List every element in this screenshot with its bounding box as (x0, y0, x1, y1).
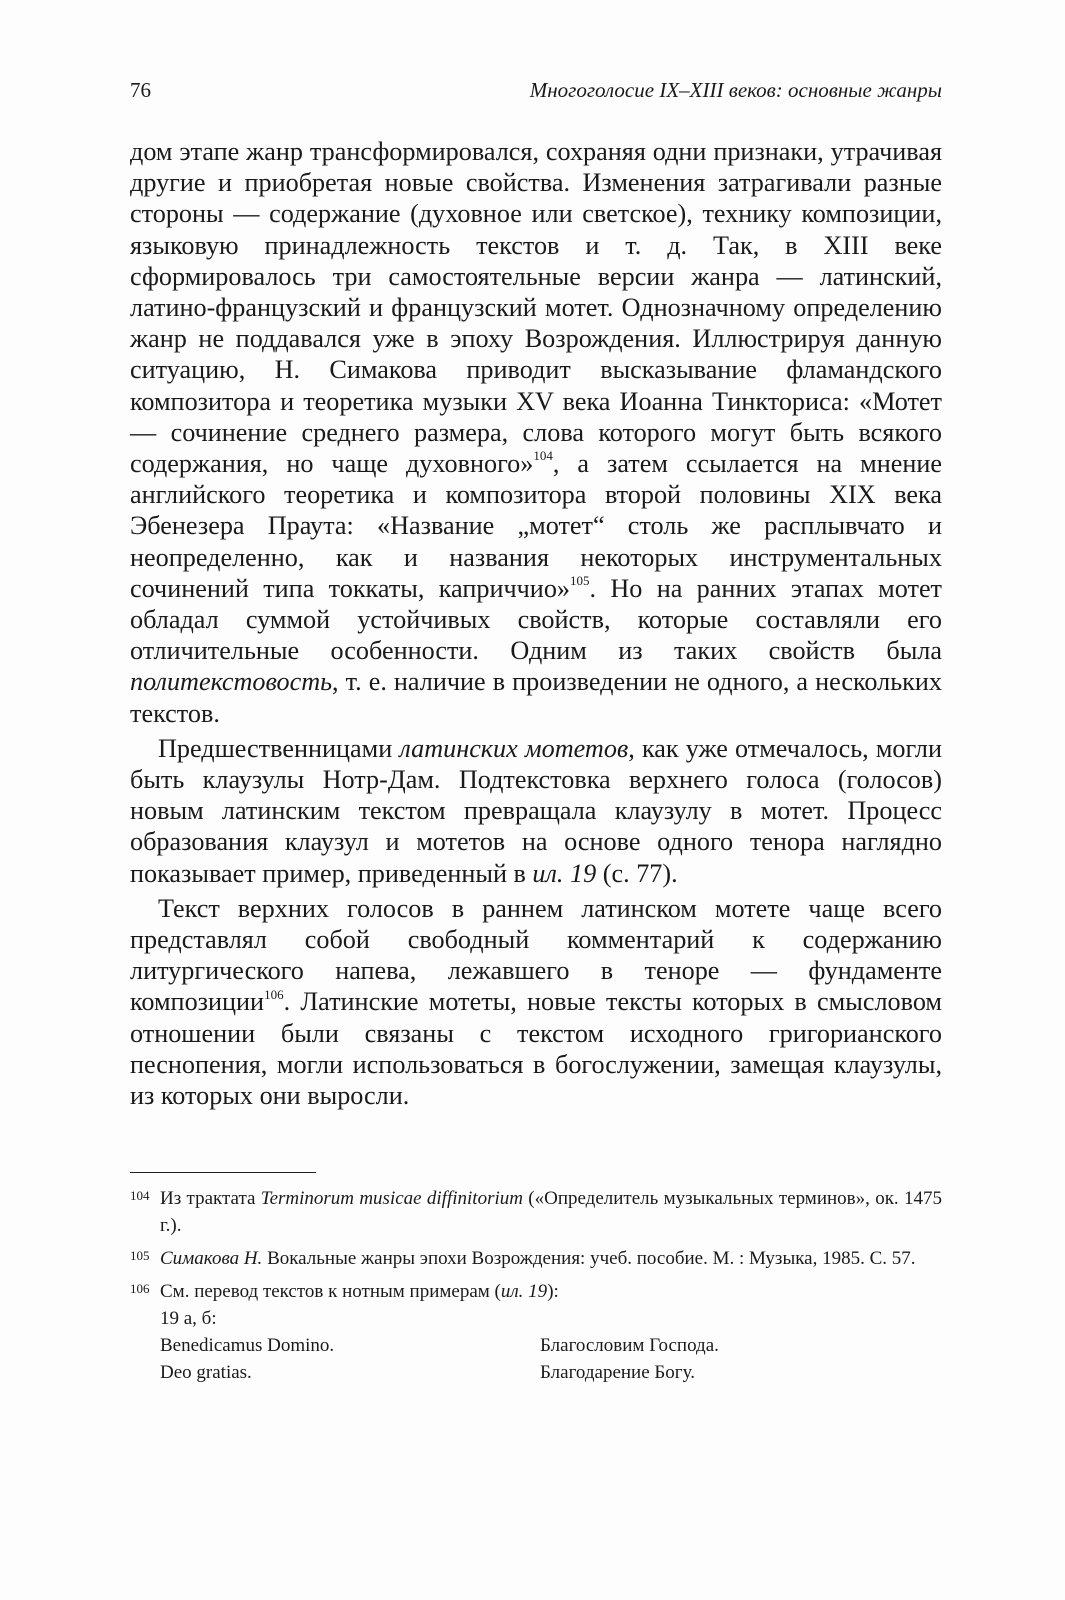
footnote-104 (130, 1185, 942, 1239)
text-run: , т. е. наличие в произведении не одного, а нескольких текстов. (130, 667, 942, 728)
running-header (130, 78, 942, 108)
paragraph-3 (130, 893, 942, 1111)
translation-row (130, 1332, 942, 1359)
footnote-number: 106 (130, 1281, 150, 1296)
page-number: 76 (130, 78, 151, 102)
russian-text: Благодарение Богу. (540, 1362, 695, 1383)
footnote-separator (130, 1172, 316, 1173)
latin-text: Deo gratias. (160, 1362, 252, 1383)
text-run: . Но на ранних этапах мотет обладал суммой устойчивых свойств, которые составляли его отличительные особенности. Одним из таких свойств была (130, 573, 943, 666)
author-name: Симакова Н. (160, 1248, 263, 1269)
footnote-106 (130, 1278, 942, 1305)
footnote-ref-106[interactable]: 106 (264, 986, 284, 1002)
footnote-number: 105 (130, 1248, 150, 1263)
main-text (130, 136, 942, 1111)
text-run: , как уже отмечалось, могли быть клаузулы Нотр-Дам. Подтекстовка верхнего голоса (голосов) новым латинским текстом превращала клаузулу в мотет. Процесс образования клаузул и мотетов на основе одного тенора наглядно показывает пример, приведенный в (130, 733, 942, 888)
running-title: Многоголосие IX–XIII веков: основные жанры (529, 78, 942, 102)
footnote-ref-104[interactable]: 104 (533, 448, 553, 464)
text-run: дом этапе жанр трансформировался, сохраняя одни признаки, утрачивая другие и приобретая новые свойства. Изменения затрагивали разные стороны — содержание (духовное или светское), технику композиции, языковую принадлежность текстов и т. д. Так, в XIII веке сформировалось три самостоятельные версии жанра — латинский, латино-французский и французский мотет. Однозначному определению жанр не поддавался уже в эпоху Возрождения. Иллюстрируя данную ситуацию, Н. Симакова приводит высказывание фламандского композитора и теоретика музыки XV века Иоанна Тинкториса: «Мотет — сочинение среднего размера, слова которого могут быть всякого содержания, но чаще духовного» (130, 137, 942, 479)
russian-text: Благословим Господа. (540, 1335, 719, 1356)
text-run: , а затем ссылается на мнение английского теоретика и композитора второй половины XIX века Эбенезера Праута: «Название „мотет“ столь же расплывчато и неопределенно, как и названия некоторых инструментальных сочинений типа токкаты, каприччио» (130, 449, 942, 603)
text-run: ): (547, 1281, 559, 1302)
figure-reference: ил. 19 (532, 858, 597, 888)
latin-text: Benedicamus Domino. (160, 1335, 335, 1356)
text-run: Вокальные жанры эпохи Возрождения: учеб. пособие. М. : Музыка, 1985. С. 57. (262, 1248, 916, 1269)
paragraph-2 (130, 733, 942, 889)
paragraph-1 (130, 136, 942, 729)
emphasis: латинских мотетов (399, 733, 629, 763)
footnotes (130, 1172, 942, 1386)
footnote-number: 104 (130, 1188, 150, 1203)
emphasis: политекстовость (130, 667, 333, 697)
translation-row (130, 1359, 942, 1386)
emphasis: Terminorum musicae diffinitorium (260, 1188, 523, 1209)
text-run: Текст верхних голосов в раннем латинском мотете чаще всего представлял собой свободный комментарий к содержанию литургического напева, лежавшего в теноре — фундаменте композиции (130, 893, 942, 1017)
text-run: См. перевод текстов к нотным примерам ( (160, 1281, 501, 1302)
footnote-ref-105[interactable]: 105 (570, 573, 590, 589)
figure-reference: ил. 19 (500, 1281, 548, 1302)
text-run: («Определитель музыкальных терминов», ок. 1475 г.). (160, 1188, 942, 1236)
example-label: 19 а, б: (160, 1308, 217, 1329)
text-run: . Латинские мотеты, новые тексты которых в смысловом отношении были связаны с текстом исходного григорианского песнопения, могли использоваться в богослужении, замещая клаузулы, из которых они выросли. (130, 987, 942, 1111)
text-run: Предшественницами (158, 733, 400, 763)
text-run: (с. 77). (596, 858, 678, 888)
text-run: Из трактата (160, 1188, 261, 1209)
footnote-105 (130, 1245, 942, 1272)
